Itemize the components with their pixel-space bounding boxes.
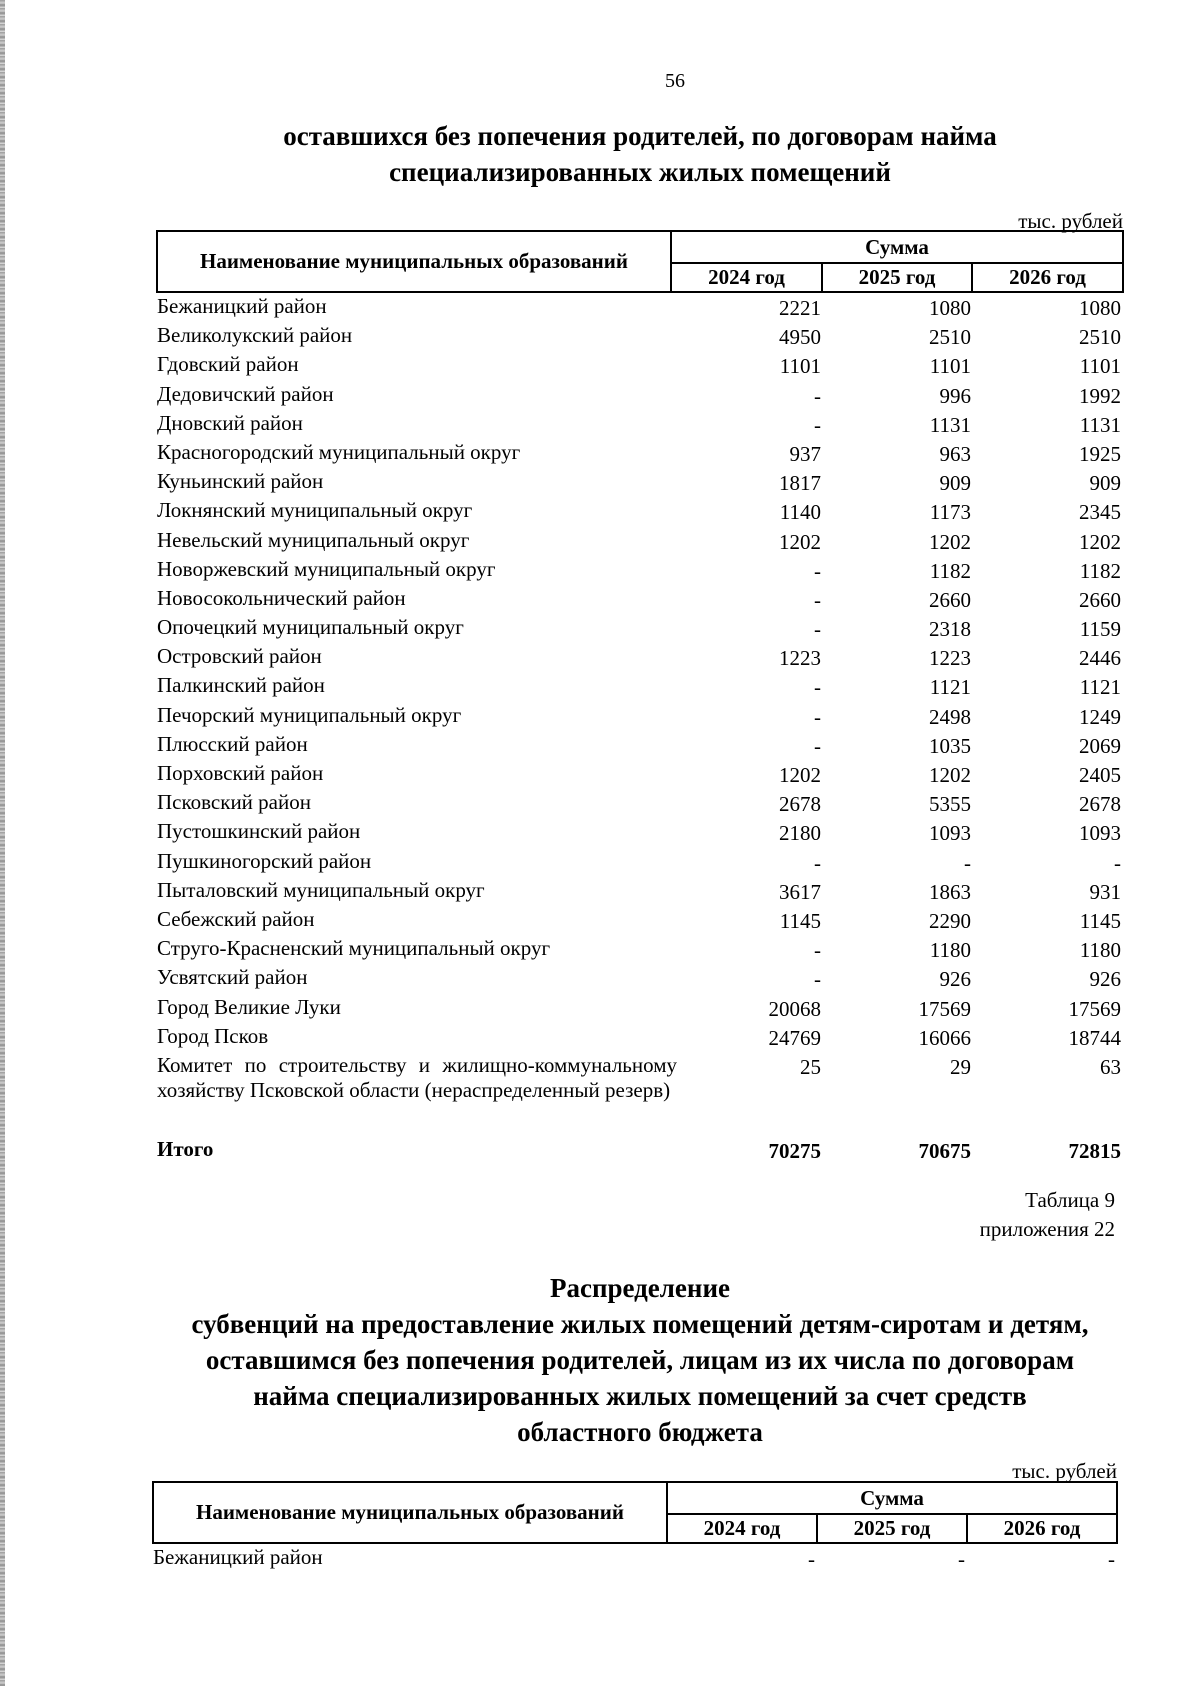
committee-row bbox=[157, 1053, 1121, 1137]
value-2024: 3617 bbox=[779, 879, 821, 904]
row-name: Островский район bbox=[157, 644, 322, 669]
table-row bbox=[157, 790, 1121, 819]
value-2025: 1182 bbox=[929, 558, 971, 583]
row-name: Пустошкинский район bbox=[157, 819, 361, 844]
row-name: Пыталовский муниципальный округ bbox=[157, 877, 485, 902]
value-2025: 29 bbox=[950, 1054, 971, 1079]
row-name: Дедовичский район bbox=[157, 381, 334, 406]
value-2026: 2405 bbox=[1079, 763, 1121, 787]
table-row bbox=[157, 936, 1121, 965]
row-name: Пушкиногорский район bbox=[157, 848, 372, 873]
table-row bbox=[157, 411, 1121, 440]
row-name: Красногородский муниципальный округ bbox=[157, 439, 521, 464]
value-2024: - bbox=[814, 850, 821, 875]
row-name: Псковский район bbox=[157, 790, 311, 815]
value-2026: 2660 bbox=[1079, 587, 1121, 612]
value-2024: 25 bbox=[800, 1054, 821, 1079]
table-row bbox=[157, 849, 1121, 878]
table-row bbox=[157, 878, 1121, 907]
value-2024: 1140 bbox=[779, 500, 821, 525]
row-name: Дновский район bbox=[157, 410, 303, 435]
value-2024: 1101 bbox=[779, 354, 821, 379]
value-2024: - bbox=[814, 733, 821, 758]
table-row bbox=[157, 323, 1121, 352]
row-name: Итого bbox=[157, 1136, 214, 1161]
value-2026: 909 bbox=[1089, 471, 1121, 496]
value-2024: 24769 bbox=[768, 1025, 821, 1050]
table-row bbox=[157, 440, 1121, 469]
table-row bbox=[157, 382, 1121, 411]
table-row bbox=[157, 819, 1121, 848]
row-name: Гдовский район bbox=[157, 352, 299, 377]
value-2025: 2290 bbox=[929, 908, 971, 933]
header-year-2024: 2024 год bbox=[667, 1514, 817, 1543]
table-row bbox=[157, 469, 1121, 498]
value-2025: - bbox=[958, 1547, 965, 1571]
header-name-column: Наименование муниципальных образований bbox=[157, 231, 671, 292]
value-2025: 926 bbox=[939, 967, 971, 992]
table2-title-line: оставшимся без попечения родителей, лицам из их числа по договорам bbox=[205, 1345, 1075, 1375]
table2-title-line: найма специализированных жилых помещений за счет средств bbox=[253, 1381, 1027, 1411]
value-2026: 1080 bbox=[1079, 296, 1121, 320]
value-2025: 16066 bbox=[918, 1025, 971, 1050]
table-row bbox=[157, 528, 1121, 557]
value-2026: 931 bbox=[1089, 879, 1121, 904]
row-name: Комитет по строительству и жилищно-коммунальному хозяйству Псковской области (нераспределенный резерв) bbox=[157, 1052, 677, 1102]
header-year-2024: 2024 год bbox=[671, 263, 822, 292]
value-2025: 1223 bbox=[929, 646, 971, 671]
header-sum-column: Сумма bbox=[667, 1482, 1117, 1514]
value-2024: - bbox=[814, 704, 821, 729]
table-row bbox=[157, 761, 1121, 790]
value-2026: 1093 bbox=[1079, 821, 1121, 846]
total-row bbox=[157, 1137, 1121, 1171]
value-2024: 2180 bbox=[779, 821, 821, 846]
value-2024: 2221 bbox=[779, 296, 821, 320]
value-2025: 996 bbox=[939, 383, 971, 408]
table-row bbox=[157, 732, 1121, 761]
row-name: Город Псков bbox=[157, 1023, 269, 1048]
value-2025: 1080 bbox=[929, 296, 971, 320]
table-row bbox=[157, 615, 1121, 644]
value-2024: - bbox=[814, 967, 821, 992]
table-row bbox=[157, 294, 1121, 323]
row-name: Себежский район bbox=[157, 906, 315, 931]
table-row bbox=[157, 965, 1121, 994]
table2-title bbox=[160, 1270, 1120, 1450]
header-year-2025: 2025 год bbox=[817, 1514, 967, 1543]
value-2024: - bbox=[814, 617, 821, 642]
table-row bbox=[157, 907, 1121, 936]
value-2026: - bbox=[1114, 850, 1121, 875]
value-2025: 17569 bbox=[918, 996, 971, 1021]
row-name: Палкинский район bbox=[157, 673, 325, 698]
value-2024: - bbox=[814, 558, 821, 583]
caption-line: Таблица 9 bbox=[1025, 1188, 1115, 1212]
table2-title-line: субвенций на предоставление жилых помещений детям-сиротам и детям, bbox=[191, 1309, 1089, 1339]
value-2026: 1180 bbox=[1079, 938, 1121, 963]
table1-title bbox=[160, 118, 1120, 190]
value-2026: 2345 bbox=[1079, 500, 1121, 525]
value-2025: 1202 bbox=[929, 529, 971, 554]
table-row bbox=[157, 586, 1121, 615]
table-row bbox=[157, 673, 1121, 702]
row-name: Плюсский район bbox=[157, 731, 308, 756]
row-name: Порховский район bbox=[157, 761, 324, 785]
row-name: Куньинский район bbox=[157, 469, 324, 494]
row-name: Струго-Красненский муниципальный округ bbox=[157, 936, 551, 961]
scan-edge bbox=[0, 0, 5, 1686]
value-2026: 1992 bbox=[1079, 383, 1121, 408]
value-2026: 1131 bbox=[1079, 412, 1121, 437]
value-2026: 1202 bbox=[1079, 529, 1121, 554]
table-row bbox=[153, 1545, 1115, 1574]
table2-header bbox=[152, 1481, 1118, 1544]
table1-unit: тыс. рублей bbox=[1018, 209, 1123, 233]
row-name: Печорский муниципальный округ bbox=[157, 702, 462, 727]
value-2024: 937 bbox=[789, 441, 821, 466]
value-2025: 1180 bbox=[929, 938, 971, 963]
table2-body bbox=[153, 1545, 1115, 1574]
row-name: Город Великие Луки bbox=[157, 994, 341, 1019]
value-2024: 70275 bbox=[768, 1138, 821, 1163]
table-row bbox=[157, 352, 1121, 381]
row-name: Новосокольнический район bbox=[157, 585, 406, 610]
value-2025: - bbox=[964, 850, 971, 875]
table-row bbox=[157, 995, 1121, 1024]
value-2026: 1145 bbox=[1079, 908, 1121, 933]
value-2024: - bbox=[814, 587, 821, 612]
value-2025: 1202 bbox=[929, 763, 971, 787]
table-row bbox=[157, 1024, 1121, 1053]
table2-title-line: Распределение bbox=[549, 1273, 731, 1303]
value-2025: 909 bbox=[939, 471, 971, 496]
header-year-2026: 2026 год bbox=[972, 263, 1123, 292]
value-2024: - bbox=[814, 938, 821, 963]
row-name: Новоржевский муниципальный округ bbox=[157, 556, 496, 581]
value-2026: 2069 bbox=[1079, 733, 1121, 758]
value-2025: 1035 bbox=[929, 733, 971, 758]
table-row bbox=[157, 644, 1121, 673]
table2-title-line: областного бюджета bbox=[517, 1417, 763, 1447]
value-2024: - bbox=[814, 383, 821, 408]
table1-header bbox=[156, 230, 1124, 293]
header-year-2026: 2026 год bbox=[967, 1514, 1117, 1543]
value-2026: 1182 bbox=[1079, 558, 1121, 583]
value-2026: 926 bbox=[1089, 967, 1121, 992]
value-2024: 2678 bbox=[779, 792, 821, 817]
value-2026: 1249 bbox=[1079, 704, 1121, 729]
value-2024: 1202 bbox=[779, 763, 821, 787]
value-2024: 1145 bbox=[779, 908, 821, 933]
table1-body bbox=[157, 294, 1121, 1171]
value-2026: - bbox=[1108, 1547, 1115, 1571]
value-2026: 1159 bbox=[1079, 617, 1121, 642]
header-name-column: Наименование муниципальных образований bbox=[153, 1482, 667, 1543]
table-row bbox=[157, 703, 1121, 732]
value-2025: 1121 bbox=[929, 675, 971, 700]
value-2025: 2498 bbox=[929, 704, 971, 729]
value-2024: - bbox=[814, 412, 821, 437]
table2-unit: тыс. рублей bbox=[1012, 1459, 1117, 1483]
value-2025: 963 bbox=[939, 441, 971, 466]
value-2025: 70675 bbox=[918, 1138, 971, 1163]
value-2024: - bbox=[808, 1547, 815, 1571]
caption-line: приложения 22 bbox=[979, 1217, 1115, 1241]
value-2024: 4950 bbox=[779, 325, 821, 350]
value-2026: 2678 bbox=[1079, 792, 1121, 817]
table1-title-line: специализированных жилых помещений bbox=[389, 157, 891, 187]
value-2024: 1817 bbox=[779, 471, 821, 496]
row-name: Локнянский муниципальный округ bbox=[157, 498, 473, 523]
table1-title-line: оставшихся без попечения родителей, по договорам найма bbox=[283, 121, 997, 151]
header-sum-column: Сумма bbox=[671, 231, 1123, 263]
value-2025: 2660 bbox=[929, 587, 971, 612]
value-2026: 2446 bbox=[1079, 646, 1121, 671]
row-name: Невельский муниципальный округ bbox=[157, 527, 470, 552]
value-2026: 72815 bbox=[1068, 1138, 1121, 1163]
value-2025: 1863 bbox=[929, 879, 971, 904]
value-2026: 18744 bbox=[1068, 1025, 1121, 1050]
row-name: Бежаницкий район bbox=[153, 1545, 323, 1569]
value-2025: 1101 bbox=[929, 354, 971, 379]
value-2025: 1093 bbox=[929, 821, 971, 846]
row-name: Великолукский район bbox=[157, 323, 353, 348]
value-2026: 1925 bbox=[1079, 441, 1121, 466]
row-name: Опочецкий муниципальный округ bbox=[157, 615, 464, 640]
value-2024: - bbox=[814, 675, 821, 700]
value-2024: 1223 bbox=[779, 646, 821, 671]
table9-caption bbox=[980, 1186, 1115, 1244]
header-year-2025: 2025 год bbox=[822, 263, 972, 292]
value-2025: 2318 bbox=[929, 617, 971, 642]
row-name: Бежаницкий район bbox=[157, 294, 327, 318]
value-2024: 20068 bbox=[768, 996, 821, 1021]
page-number: 56 bbox=[665, 70, 685, 92]
value-2026: 1121 bbox=[1079, 675, 1121, 700]
value-2026: 63 bbox=[1100, 1054, 1121, 1079]
table-row bbox=[157, 498, 1121, 527]
table-row bbox=[157, 557, 1121, 586]
value-2026: 2510 bbox=[1079, 325, 1121, 350]
value-2025: 1173 bbox=[929, 500, 971, 525]
value-2025: 5355 bbox=[929, 792, 971, 817]
row-name: Усвятский район bbox=[157, 965, 308, 990]
value-2024: 1202 bbox=[779, 529, 821, 554]
value-2026: 1101 bbox=[1079, 354, 1121, 379]
value-2025: 1131 bbox=[929, 412, 971, 437]
value-2026: 17569 bbox=[1068, 996, 1121, 1021]
value-2025: 2510 bbox=[929, 325, 971, 350]
